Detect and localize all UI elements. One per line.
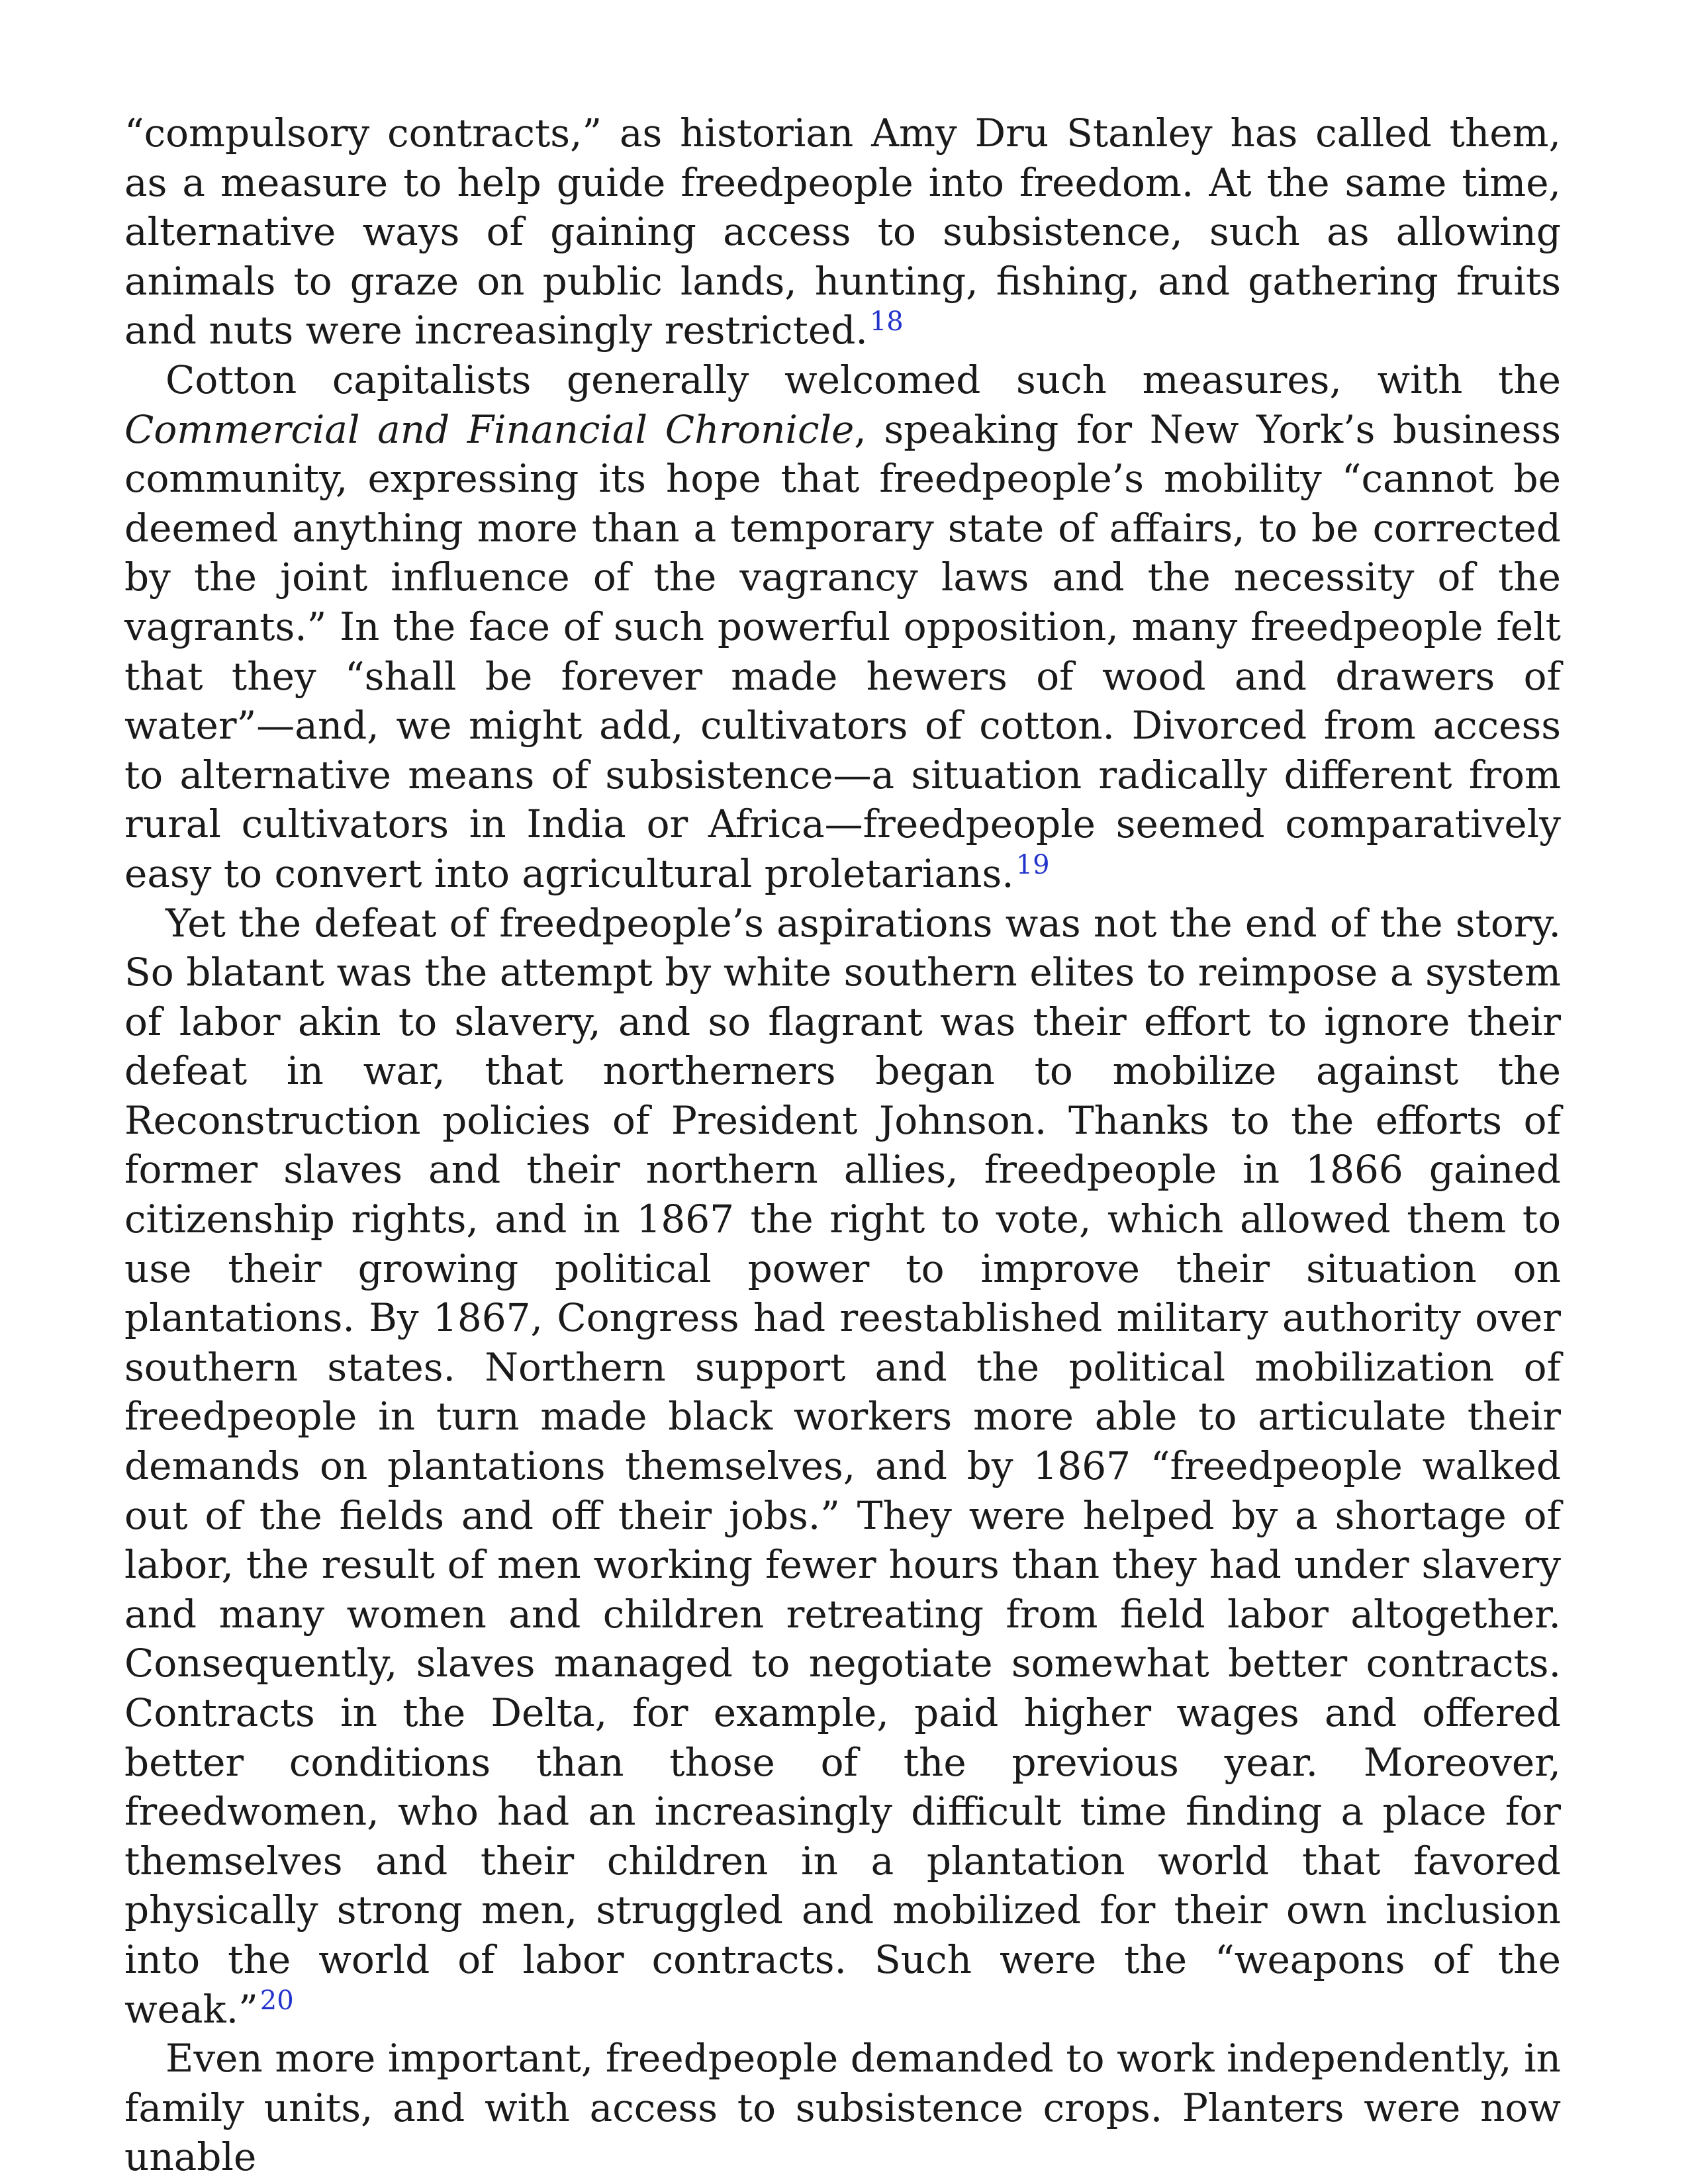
footnote-link[interactable]: 19 — [1015, 849, 1050, 880]
paragraph-text: Cotton capitalists generally welcomed such measures, with the — [165, 357, 1561, 402]
footnote-link[interactable]: 18 — [869, 306, 904, 338]
document-page — [124, 109, 1561, 2180]
paragraph-text: , speaking for New York’s business community, expressing its hope that freedpeople’s mobility “cannot be deemed anything more than a temporary state of affairs, to be corrected by the joint influence of the vagrancy laws and the necessity of the vagrants.” In the face of such powerful opposition, many freedpeople felt that they “shall be forever made hewers of wood and drawers of water”—and, we might add, cultivators of cotton. Divorced from access to alternative means of subsistence—a situation radically different from rural cultivators in India or Africa—freedpeople seemed comparatively easy to convert into agricultural proletarians. — [124, 406, 1561, 896]
paragraph-text: “compulsory contracts,” as historian Amy Dru Stanley has called them, as a measure to help guide freedpeople into freedom. At the same time, alternative ways of gaining access to subsistence, such as allowing animals to graze on public lands, hunting, fishing, and gathering fruits and nuts were increasingly restricted. — [124, 111, 1561, 353]
paragraph — [124, 355, 1561, 899]
footnote-link[interactable]: 20 — [259, 1985, 294, 2016]
paragraph-text: Even more important, freedpeople demanded to work independently, in family units, and with access to subsistence crops. Planters were now unable — [124, 2036, 1561, 2180]
paragraph-text: Yet the defeat of freedpeople’s aspirations was not the end of the story. So blatant was the attempt by white southern elites to reimpose a system of labor akin to slavery, and so flagrant was their effort to ignore their defeat in war, that northerners began to mobilize against the Reconstruction policies of President Johnson. Thanks to the efforts of former slaves and their northern allies, freedpeople in 1866 gained citizenship rights, and in 1867 the right to vote, which allowed them to use their growing political power to improve their situation on plantations. By 1867, Congress had reestablished military authority over southern states. Northern support and the political mobilization of freedpeople in turn made black workers more able to articulate their demands on plantations themselves, and by 1867 “freedpeople walked out of the fields and off their jobs.” They were helped by a shortage of labor, the result of men working fewer hours than they had under slavery and many women and children retreating from field labor altogether. Consequently, slaves managed to negotiate somewhat better contracts. Contracts in the Delta, for example, paid higher wages and offered better conditions than those of the previous year. Moreover, freedwomen, who had an increasingly difficult time finding a place for themselves and their children in a plantation world that favored physically strong men, struggled and mobilized for their own inclusion into the world of labor contracts. Such were the “weapons of the weak.” — [124, 900, 1561, 2032]
italic-title-text: Commercial and Financial Chronicle — [124, 406, 855, 452]
paragraph — [124, 899, 1561, 2034]
paragraph — [124, 109, 1561, 355]
paragraph — [124, 2034, 1561, 2182]
